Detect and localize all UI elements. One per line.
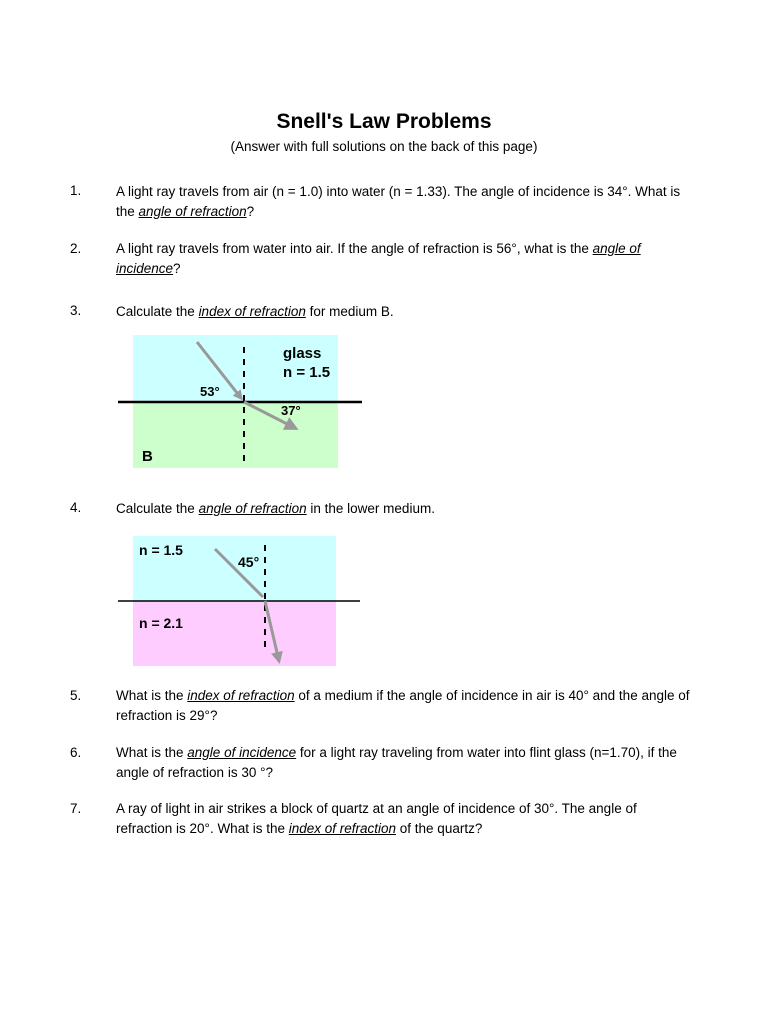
question-text-pre: A light ray travels from air (n = 1.0) into water (n = 1.33). The angle of incidence is 34°. What is the [116,184,681,219]
question-number: 4. [70,500,82,515]
question-term: index of refraction [198,304,306,319]
question-text-pre: Calculate the [116,304,199,319]
question-text [116,686,696,725]
question-text-post: ? [173,260,181,276]
question-number: 2. [70,241,82,256]
lower-medium-region [133,601,336,666]
upper-index-label: n = 1.5 [139,542,183,558]
question-text [116,499,696,519]
question-number: 1. [70,183,82,198]
question-term: angle of incidence [116,241,641,276]
glass-index-label: n = 1.5 [283,364,331,381]
question-text-post: of the quartz? [396,820,483,836]
question-text [116,182,696,221]
question-number: 3. [70,303,82,318]
lower-index-label: n = 2.1 [139,615,183,631]
question-text-pre: What is the [116,688,188,703]
question-text-post: in the lower medium. [306,501,435,516]
question-text-pre: A ray of light in air strikes a block of quartz at an angle of incidence of 30°. The angle of refraction is 20°. What is the [116,801,637,836]
incident-angle-label: 45° [238,554,260,570]
question-text-post: ? [246,203,255,219]
medium-b-region [133,402,338,468]
question-term: angle of refraction [198,501,307,516]
question-term: angle of refraction [138,203,247,219]
question-text-pre: Calculate the [116,501,199,516]
refraction-diagram-glass-b [115,332,365,472]
refracted-angle-label: 37° [281,403,301,418]
question-text-post: of a medium if the angle of incidence in air is 40° and the angle of refraction is 29°? [116,688,690,723]
refraction-diagram-lower-medium [115,533,365,669]
question-text-pre: A light ray travels from water into air. If the angle of refraction is 56°, what is the [116,241,593,256]
glass-label: glass [283,345,322,362]
medium-b-label: B [142,448,153,465]
question-text [116,302,696,322]
question-term: angle of incidence [187,745,297,760]
question-text [116,743,696,782]
question-text [116,799,696,838]
incident-angle-label: 53° [200,384,220,399]
question-term: index of refraction [187,688,295,703]
question-number: 5. [70,688,82,703]
question-number: 6. [70,745,82,760]
question-text-pre: What is the [116,745,188,760]
question-text [116,239,696,278]
question-text-post: for medium B. [305,304,394,319]
question-text-post: for a light ray traveling from water into flint glass (n=1.70), if the angle of refraction is 30 °? [116,745,677,780]
page-title: Snell's Law Problems [276,110,492,133]
question-number: 7. [70,801,82,816]
page-subtitle: (Answer with full solutions on the back of this page) [230,139,538,154]
question-term: index of refraction [288,820,397,836]
